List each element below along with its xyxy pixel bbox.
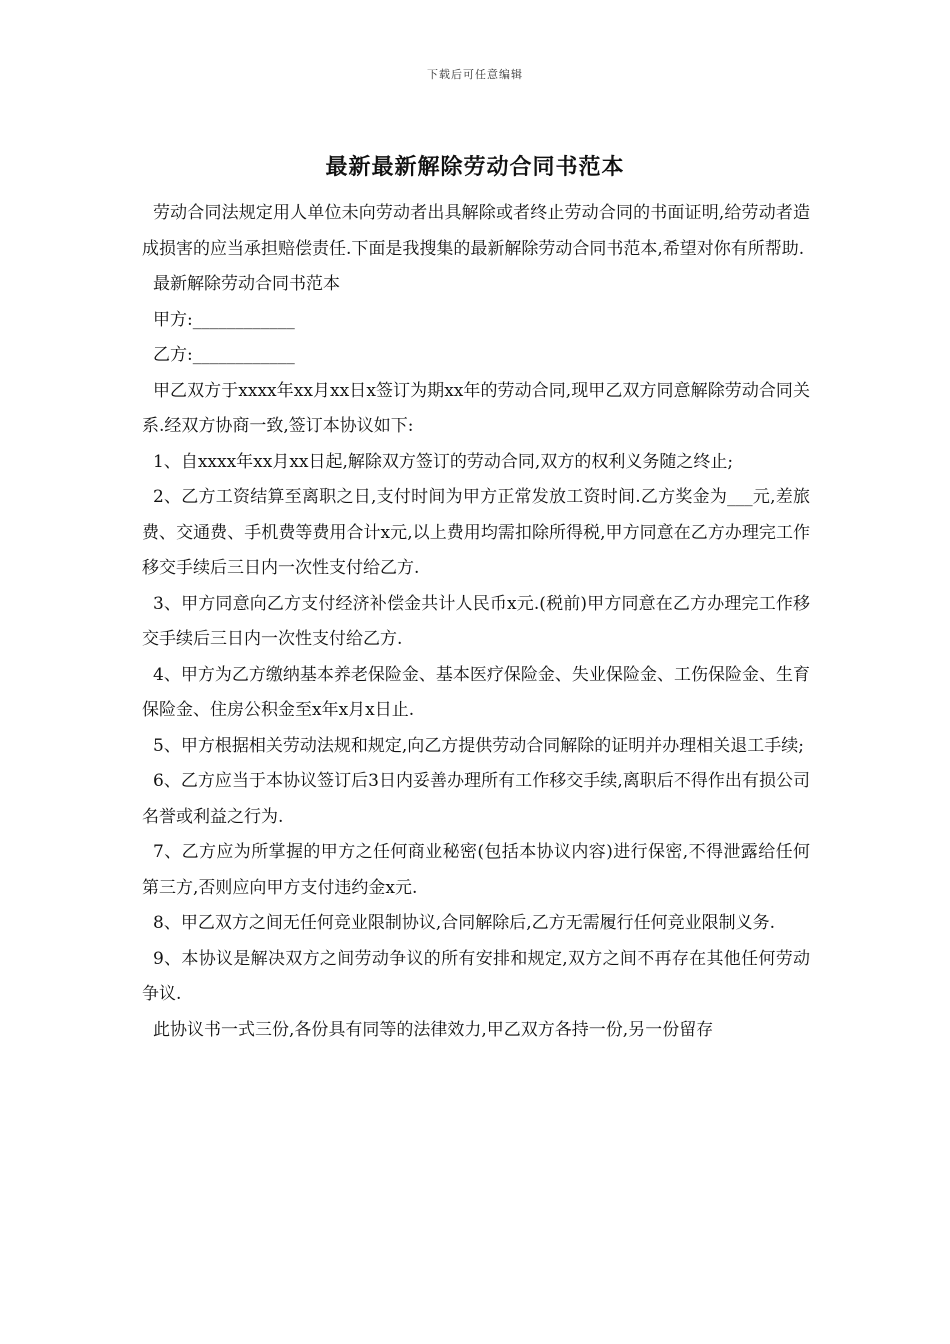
paragraph-party-a: 甲方:____________ xyxy=(153,309,295,330)
document-title: 最新最新解除劳动合同书范本 xyxy=(325,154,625,180)
document-body xyxy=(142,196,810,1048)
paragraph-party-b: 乙方:____________ xyxy=(153,345,295,365)
paragraph-clause-1: 1、自xxxx年xx月xx日起,解除双方签订的劳动合同,双方的权利义务随之终止; xyxy=(153,451,734,472)
paragraph-closing: 此协议书一式三份,各份具有同等的法律效力,甲乙双方各持一份,另一份留存 xyxy=(153,1019,714,1040)
paragraph-clause-7: 7、乙方应为所掌握的甲方之任何商业秘密(包括本协议内容)进行保密,不得泄露给任何第三方,否则应向甲方支付违约金x元. xyxy=(142,842,810,898)
paragraph-preamble: 甲乙双方于xxxx年xx月xx日x签订为期xx年的劳动合同,现甲乙双方同意解除劳动合同关系.经双方协商一致,签订本协议如下: xyxy=(142,380,810,436)
paragraph-clause-5: 5、甲方根据相关劳动法规和规定,向乙方提供劳动合同解除的证明并办理相关退工手续; xyxy=(153,735,804,756)
paragraph-clause-8: 8、甲乙双方之间无任何竞业限制协议,合同解除后,乙方无需履行任何竞业限制义务. xyxy=(153,913,776,933)
paragraph-clause-3: 3、甲方同意向乙方支付经济补偿金共计人民币x元.(税前)甲方同意在乙方办理完工作移交手续后三日内一次性支付给乙方. xyxy=(142,593,810,649)
paragraph-clause-6: 6、乙方应当于本协议签订后3日内妥善办理所有工作移交手续,离职后不得作出有损公司名誉或利益之行为. xyxy=(142,771,810,827)
paragraph-clause-2: 2、乙方工资结算至离职之日,支付时间为甲方正常发放工资时间.乙方奖金为___元,差旅费、交通费、手机费等费用合计x元,以上费用均需扣除所得税,甲方同意在乙方办理完工作移交手续后三日内一次性支付给乙方. xyxy=(142,487,810,578)
paragraph-clause-4: 4、甲方为乙方缴纳基本养老保险金、基本医疗保险金、失业保险金、工伤保险金、生育保险金、住房公积金至x年x月x日止. xyxy=(142,664,810,720)
paragraph-clause-9: 9、本协议是解决双方之间劳动争议的所有安排和规定,双方之间不再存在其他任何劳动争议. xyxy=(142,948,810,1004)
paragraph-subtitle: 最新解除劳动合同书范本 xyxy=(153,274,340,294)
header-note: 下载后可任意编辑 xyxy=(427,68,523,81)
paragraph-intro: 劳动合同法规定用人单位未向劳动者出具解除或者终止劳动合同的书面证明,给劳动者造成损害的应当承担赔偿责任.下面是我搜集的最新解除劳动合同书范本,希望对你有所帮助. xyxy=(142,203,810,259)
